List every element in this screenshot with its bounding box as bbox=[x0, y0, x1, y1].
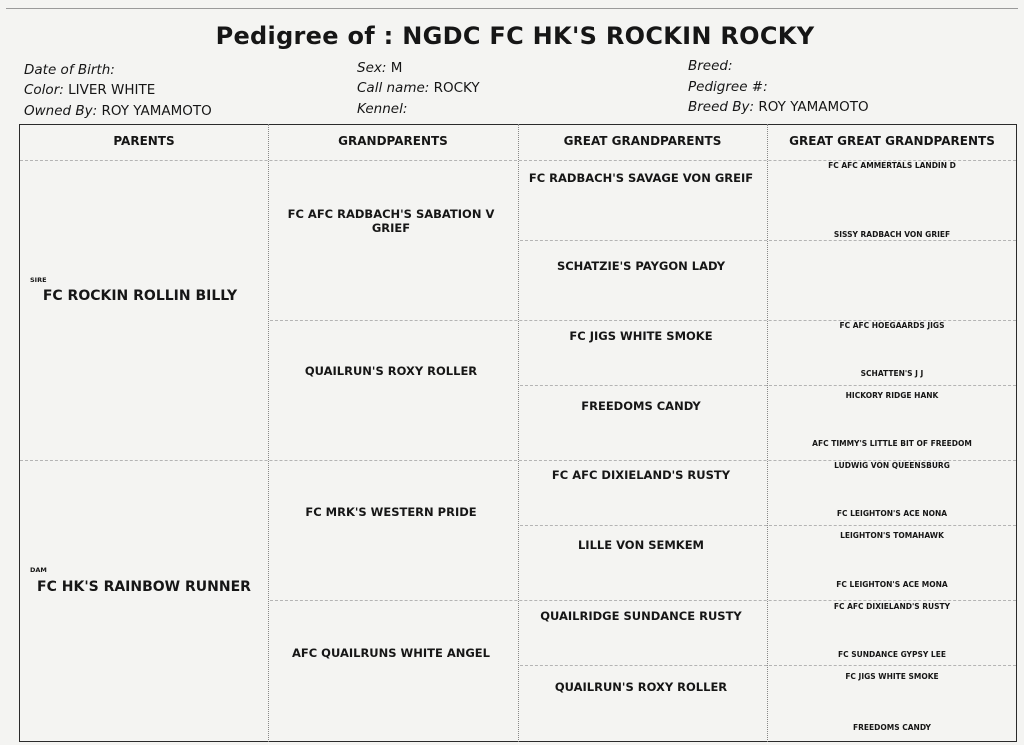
dob-label: Date of Birth: bbox=[24, 62, 115, 78]
great-grandparent: SCHATZIE'S PAYGON LADY bbox=[556, 259, 726, 273]
great-great-grandparent: FC JIGS WHITE SMOKE bbox=[845, 672, 939, 681]
callname-value: ROCKY bbox=[433, 80, 480, 96]
great-great-grandparent: SISSY RADBACH VON GRIEF bbox=[833, 230, 951, 239]
parent-dam: FC HK'S RAINBOW RUNNER bbox=[37, 579, 251, 595]
header-great-grandparents: GREAT GRANDPARENTS bbox=[563, 134, 722, 148]
row-divider bbox=[270, 600, 1016, 601]
sex-field bbox=[357, 60, 402, 76]
great-great-grandparent: FC AFC DIXIELAND'S RUSTY bbox=[833, 602, 951, 611]
owner-field bbox=[24, 103, 212, 119]
row-divider bbox=[520, 525, 1016, 526]
breeder-value: ROY YAMAMOTO bbox=[758, 99, 869, 115]
great-great-grandparent: HICKORY RIDGE HANK bbox=[845, 391, 939, 400]
header-parents: PARENTS bbox=[113, 134, 175, 148]
sex-label: Sex: bbox=[357, 60, 387, 76]
great-grandparent: QUAILRIDGE SUNDANCE RUSTY bbox=[540, 609, 742, 623]
great-grandparent: FC JIGS WHITE SMOKE bbox=[569, 329, 713, 343]
column-divider bbox=[767, 124, 768, 742]
row-divider bbox=[520, 665, 1016, 666]
grandparent: FC AFC RADBACH'S SABATION V GRIEF bbox=[287, 207, 495, 235]
grandparent: AFC QUAILRUNS WHITE ANGEL bbox=[291, 646, 490, 660]
parent-sire: FC ROCKIN ROLLIN BILLY bbox=[42, 288, 238, 304]
callname-label: Call name: bbox=[357, 80, 430, 96]
great-great-grandparent: AFC TIMMY'S LITTLE BIT OF FREEDOM bbox=[812, 439, 972, 448]
color-value: LIVER WHITE bbox=[68, 82, 156, 98]
great-grandparent: FC AFC DIXIELAND'S RUSTY bbox=[551, 468, 731, 482]
great-great-grandparent: LUDWIG VON QUEENSBURG bbox=[834, 461, 950, 470]
page-title: Pedigree of : NGDC FC HK'S ROCKIN ROCKY bbox=[215, 22, 815, 50]
dob-field bbox=[24, 62, 115, 78]
header-grandparents: GRANDPARENTS bbox=[338, 134, 448, 148]
great-great-grandparent: FC AFC AMMERTALS LANDIN D bbox=[828, 161, 956, 170]
pedigree-number-label: Pedigree #: bbox=[688, 79, 768, 95]
color-field bbox=[24, 82, 155, 98]
sex-value: M bbox=[390, 60, 403, 76]
great-great-grandparent: FC LEIGHTON'S ACE MONA bbox=[836, 580, 948, 589]
great-great-grandparent: FC SUNDANCE GYPSY LEE bbox=[838, 650, 946, 659]
row-divider bbox=[520, 385, 1016, 386]
grandparent: QUAILRUN'S ROXY ROLLER bbox=[304, 364, 478, 378]
great-grandparent: QUAILRUN'S ROXY ROLLER bbox=[554, 680, 728, 694]
great-grandparent: FREEDOMS CANDY bbox=[581, 399, 701, 413]
row-divider bbox=[520, 240, 1016, 241]
sire-tag: SIRE bbox=[30, 276, 47, 284]
great-grandparent: FC RADBACH'S SAVAGE VON GREIF bbox=[528, 171, 754, 185]
kennel-label: Kennel: bbox=[357, 101, 408, 117]
great-grandparent: LILLE VON SEMKEM bbox=[577, 538, 705, 552]
pedigree-number-field bbox=[688, 79, 768, 95]
column-divider bbox=[268, 124, 269, 742]
great-great-grandparent: FC LEIGHTON'S ACE NONA bbox=[836, 509, 948, 518]
grandparent: FC MRK'S WESTERN PRIDE bbox=[305, 505, 477, 519]
owner-label: Owned By: bbox=[24, 103, 98, 119]
color-label: Color: bbox=[24, 82, 64, 98]
dam-tag: DAM bbox=[30, 566, 47, 574]
great-great-grandparent: FC AFC HOEGAARDS JIGS bbox=[839, 321, 945, 330]
breed-field bbox=[688, 58, 733, 74]
great-great-grandparent: FREEDOMS CANDY bbox=[853, 723, 931, 732]
breed-label: Breed: bbox=[688, 58, 733, 74]
breeder-field bbox=[688, 99, 869, 115]
column-divider bbox=[518, 124, 519, 742]
kennel-field bbox=[357, 101, 407, 117]
great-great-grandparent: LEIGHTON'S TOMAHAWK bbox=[840, 531, 944, 540]
great-great-grandparent: SCHATTEN'S J J bbox=[860, 369, 924, 378]
owner-value: ROY YAMAMOTO bbox=[101, 103, 212, 119]
header-great-great-grandparents: GREAT GREAT GRANDPARENTS bbox=[789, 134, 995, 148]
callname-field bbox=[357, 80, 480, 96]
breeder-label: Breed By: bbox=[688, 99, 755, 115]
